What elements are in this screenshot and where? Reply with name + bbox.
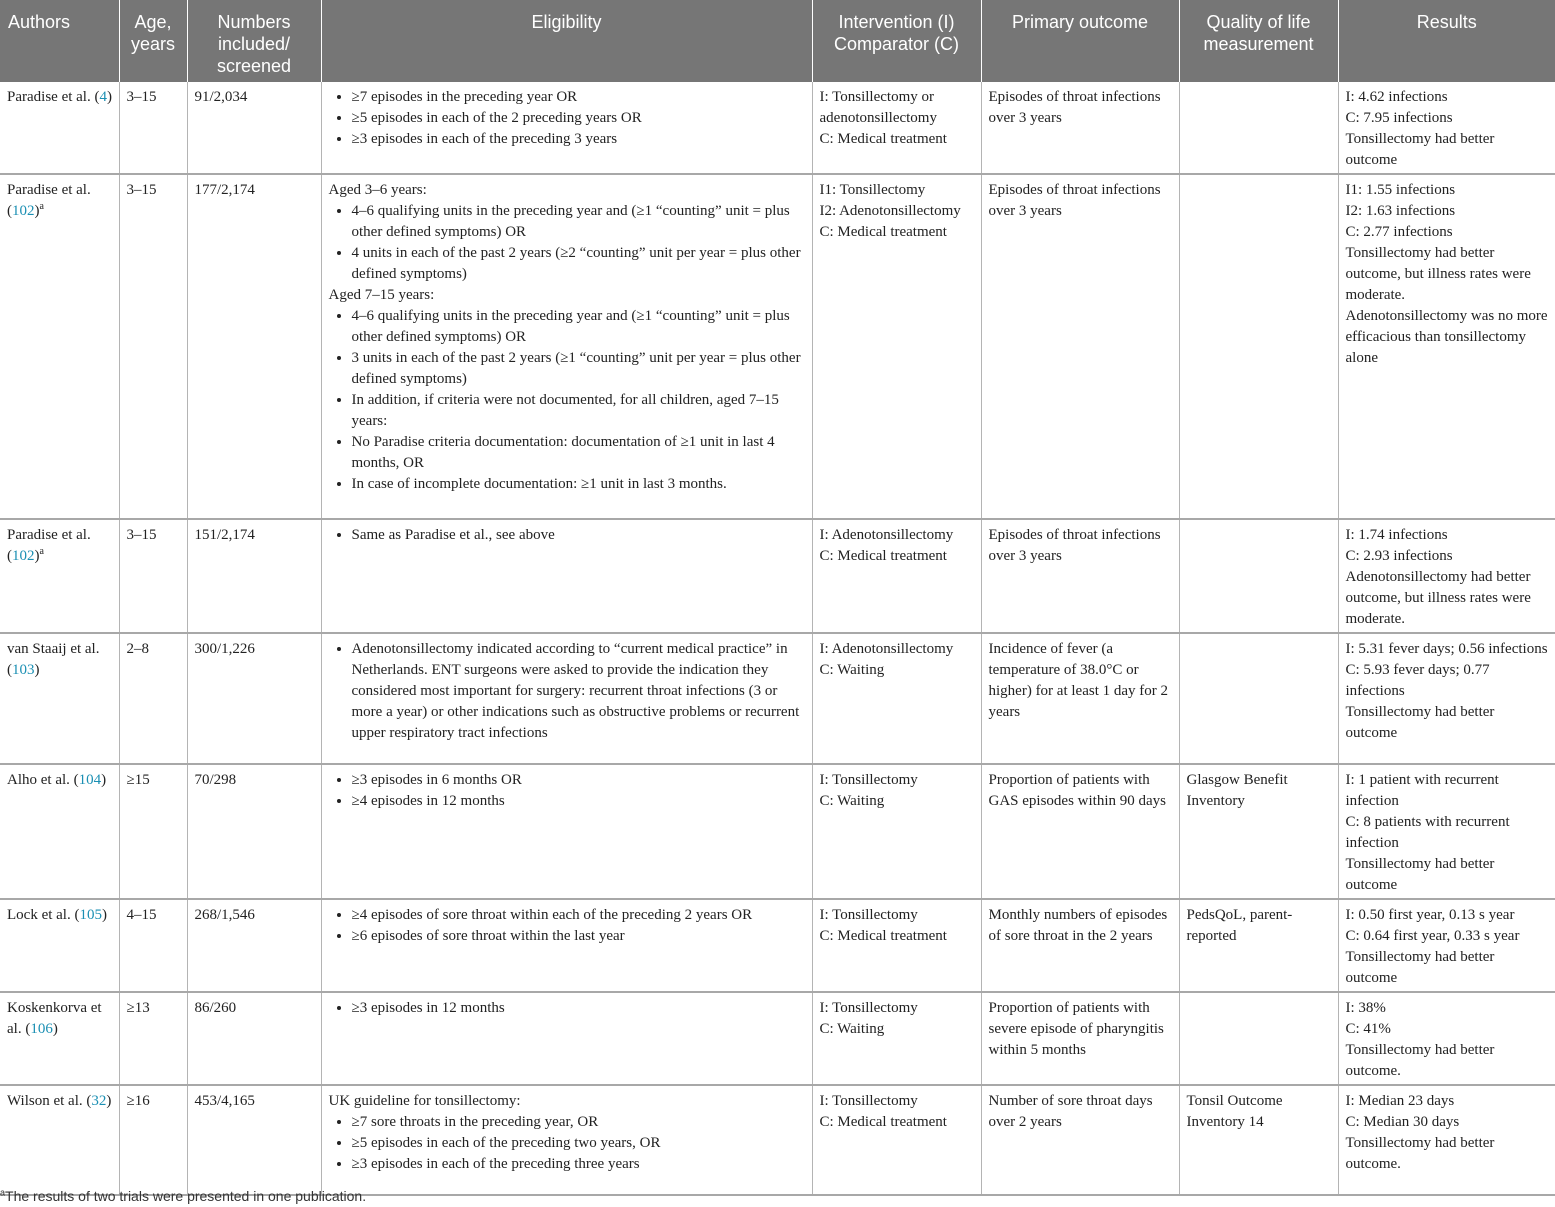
cell-eligibility [321, 174, 812, 519]
eligibility-list [329, 998, 806, 1019]
result-line: I: 1.74 infections [1345, 527, 1448, 543]
citation-link: 106 [30, 1021, 53, 1037]
intervention-line: C: Medical treatment [819, 928, 947, 944]
cell-primary-outcome: Episodes of throat infections over 3 years [981, 174, 1179, 519]
cell-authors: Wilson et al. (32) [0, 1085, 119, 1195]
result-line: I: 5.31 fever days; 0.56 infections [1345, 641, 1548, 657]
cell-intervention [812, 992, 981, 1085]
header-age: Age, years [119, 0, 187, 82]
result-line: C: 5.93 fever days; 0.77 infections [1345, 662, 1490, 699]
citation-link: 103 [12, 662, 35, 678]
cell-authors: Paradise et al. $(102)^a$ [0, 519, 119, 633]
result-line: Tonsillectomy had better outcome. [1345, 1042, 1495, 1079]
result-line: Tonsillectomy had better outcome [1345, 949, 1495, 986]
cell-quality-of-life [1179, 82, 1338, 174]
eligibility-heading: UK guideline for tonsillectomy: [328, 1093, 521, 1109]
author-name: Paradise et al. [7, 182, 91, 198]
intervention-line: I: Tonsillectomy [819, 1000, 918, 1016]
eligibility-criterion: • ≥3 episodes in 6 months OR [352, 770, 806, 791]
author-name: van Staaij et al. [7, 641, 100, 657]
intervention-line: I: Tonsillectomy [819, 772, 918, 788]
result-line: Tonsillectomy had better outcome [1345, 131, 1495, 168]
cell-eligibility [321, 764, 812, 899]
eligibility-criterion: • ≥4 episodes of sore throat within each of the preceding 2 years OR [352, 905, 806, 926]
table-row [0, 992, 1555, 1085]
citation-link: 105 [79, 907, 102, 923]
cell-numbers: 91/2,034 [187, 82, 321, 174]
result-line: I: Median 23 days [1345, 1093, 1455, 1109]
cell-eligibility [321, 1085, 812, 1195]
eligibility-criterion: • ≥5 episodes in each of the preceding two years, OR [352, 1133, 806, 1154]
cell-numbers: 177/2,174 [187, 174, 321, 519]
cell-eligibility [321, 633, 812, 764]
cell-intervention [812, 174, 981, 519]
cell-age: 3–15 [119, 82, 187, 174]
table-row [0, 174, 1555, 519]
intervention-line: C: Waiting [819, 1021, 885, 1037]
result-line: I: 4.62 infections [1345, 89, 1448, 105]
intervention-line: I1: Tonsillectomy [819, 182, 926, 198]
result-line: C: 0.64 first year, 0.33 s year [1345, 928, 1520, 944]
result-line: C: 41% [1345, 1021, 1391, 1037]
cell-age: ≥15 [119, 764, 187, 899]
header-authors: Authors [0, 0, 119, 82]
author-name: Wilson et al. [7, 1093, 83, 1109]
eligibility-criterion: • 4–6 qualifying units in the preceding year and (≥1 “counting” unit = plus other defined symptoms) OR [352, 201, 806, 243]
eligibility-criterion: • ≥3 episodes in each of the preceding three years [352, 1154, 806, 1175]
header-eligibility: Eligibility [321, 0, 812, 82]
cell-numbers: 70/298 [187, 764, 321, 899]
result-line: I: 38% [1345, 1000, 1386, 1016]
cell-quality-of-life: PedsQoL, parent-reported [1179, 899, 1338, 992]
cell-results [1338, 764, 1555, 899]
result-line: C: Median 30 days [1345, 1114, 1460, 1130]
result-line: Tonsillectomy had better outcome [1345, 856, 1495, 893]
cell-age: 3–15 [119, 519, 187, 633]
cell-quality-of-life [1179, 992, 1338, 1085]
intervention-line: C: Medical treatment [819, 131, 947, 147]
result-line: C: 8 patients with recurrent infection [1345, 814, 1510, 851]
cell-primary-outcome: Proportion of patients with severe episode of pharyngitis within 5 months [981, 992, 1179, 1085]
cell-quality-of-life [1179, 174, 1338, 519]
cell-results [1338, 1085, 1555, 1195]
table-row [0, 82, 1555, 174]
cell-numbers: 151/2,174 [187, 519, 321, 633]
eligibility-criterion: • ≥3 episodes in each of the preceding 3 years [352, 129, 806, 150]
cell-intervention [812, 1085, 981, 1195]
cell-primary-outcome: Proportion of patients with GAS episodes within 90 days [981, 764, 1179, 899]
result-line: Adenotonsillectomy was no more efficacious than tonsillectomy alone [1345, 308, 1548, 366]
cell-eligibility [321, 899, 812, 992]
header-results: Results [1338, 0, 1555, 82]
footnote-marker: a [39, 201, 44, 212]
eligibility-criterion: • In addition, if criteria were not documented, for all children, aged 7–15 years: [352, 390, 806, 432]
table-row [0, 633, 1555, 764]
result-line: Tonsillectomy had better outcome [1345, 704, 1495, 741]
table-row [0, 519, 1555, 633]
cell-intervention [812, 633, 981, 764]
citation-link: 104 [78, 772, 102, 788]
cell-eligibility [321, 82, 812, 174]
result-line: C: 2.93 infections [1345, 548, 1453, 564]
footnote-marker: a [39, 546, 44, 557]
citation-link: 102 [12, 203, 35, 219]
intervention-line: I: Tonsillectomy [819, 1093, 918, 1109]
cell-primary-outcome: Monthly numbers of episodes of sore throat in the 2 years [981, 899, 1179, 992]
author-name: Paradise et al. [7, 89, 91, 105]
cell-primary-outcome: Episodes of throat infections over 3 years [981, 82, 1179, 174]
citation-link: 4 [99, 89, 107, 105]
footnote [0, 1188, 366, 1204]
header-quality-of-life: Quality of life measurement [1179, 0, 1338, 82]
intervention-line: C: Medical treatment [819, 1114, 947, 1130]
intervention-line: I: Adenotonsillectomy [819, 641, 954, 657]
cell-quality-of-life [1179, 633, 1338, 764]
header-intervention: Intervention (I) Comparator (C) [812, 0, 981, 82]
eligibility-criterion: • ≥6 episodes of sore throat within the last year [352, 926, 806, 947]
author-name: Koskenkorva et al. [7, 1000, 102, 1037]
eligibility-criterion: • ≥3 episodes in 12 months [352, 998, 806, 1019]
eligibility-criterion: • 4–6 qualifying units in the preceding year and (≥1 “counting” unit = plus other defined symptoms) OR [352, 306, 806, 348]
eligibility-heading: Aged 3–6 years: [328, 182, 427, 198]
cell-quality-of-life: Tonsil Outcome Inventory 14 [1179, 1085, 1338, 1195]
result-line: C: 2.77 infections [1345, 224, 1453, 240]
author-name: Paradise et al. [7, 527, 91, 543]
cell-authors: Alho et al. (104) [0, 764, 119, 899]
table-row [0, 899, 1555, 992]
table-row [0, 1085, 1555, 1195]
result-line: Adenotonsillectomy had better outcome, but illness rates were moderate. [1345, 569, 1531, 627]
intervention-line: I: Tonsillectomy or adenotonsillectomy [819, 89, 937, 126]
footnote-text: The results of two trials were presented in one publication. [5, 1188, 367, 1204]
cell-authors: Koskenkorva et al. (106) [0, 992, 119, 1085]
eligibility-criterion: • 3 units in each of the past 2 years (≥1 “counting” unit per year = plus other defined symptoms) [352, 348, 806, 390]
header-primary-outcome: Primary outcome [981, 0, 1179, 82]
cell-results [1338, 992, 1555, 1085]
footnote-mark: a [0, 1187, 6, 1198]
cell-numbers: 268/1,546 [187, 899, 321, 992]
table-row [0, 764, 1555, 899]
cell-eligibility [321, 992, 812, 1085]
eligibility-criterion: • ≥7 episodes in the preceding year OR [352, 87, 806, 108]
eligibility-criterion: • In case of incomplete documentation: ≥1 unit in last 3 months. [352, 474, 806, 495]
result-line: I: 0.50 first year, 0.13 s year [1345, 907, 1515, 923]
cell-authors: van Staaij et al. (103) [0, 633, 119, 764]
cell-primary-outcome: Episodes of throat infections over 3 years [981, 519, 1179, 633]
eligibility-heading: Aged 7–15 years: [328, 287, 435, 303]
eligibility-criterion: • ≥7 sore throats in the preceding year, OR [352, 1112, 806, 1133]
result-line: C: 7.95 infections [1345, 110, 1453, 126]
eligibility-list [329, 306, 806, 495]
cell-primary-outcome: Incidence of fever (a temperature of 38.0°C or higher) for at least 1 day for 2 years [981, 633, 1179, 764]
intervention-line: I: Adenotonsillectomy [819, 527, 954, 543]
author-name: Lock et al. [7, 907, 71, 923]
intervention-line: C: Waiting [819, 662, 885, 678]
intervention-line: I2: Adenotonsillectomy [819, 203, 961, 219]
cell-primary-outcome: Number of sore throat days over 2 years [981, 1085, 1179, 1195]
citation-link: 102 [12, 548, 35, 564]
result-line: I1: 1.55 infections [1345, 182, 1456, 198]
result-line: Tonsillectomy had better outcome, but illness rates were moderate. [1345, 245, 1531, 303]
eligibility-criterion: • No Paradise criteria documentation: documentation of ≥1 unit in last 4 months, OR [352, 432, 806, 474]
intervention-line: I: Tonsillectomy [819, 907, 918, 923]
result-line: I2: 1.63 infections [1345, 203, 1456, 219]
eligibility-criterion: • 4 units in each of the past 2 years (≥2 “counting” unit per year = plus other defined symptoms) [352, 243, 806, 285]
result-line: I: 1 patient with recurrent infection [1345, 772, 1499, 809]
cell-age: 4–15 [119, 899, 187, 992]
cell-results [1338, 174, 1555, 519]
cell-age: ≥16 [119, 1085, 187, 1195]
cell-quality-of-life: Glasgow Benefit Inventory [1179, 764, 1338, 899]
eligibility-criterion: • ≥4 episodes in 12 months [352, 791, 806, 812]
header-row [0, 0, 1555, 82]
cell-age: 2–8 [119, 633, 187, 764]
cell-authors: Paradise et al. (4) [0, 82, 119, 174]
result-line: Tonsillectomy had better outcome. [1345, 1135, 1495, 1172]
cell-results [1338, 82, 1555, 174]
cell-age: 3–15 [119, 174, 187, 519]
eligibility-list [329, 525, 806, 546]
cell-numbers: 453/4,165 [187, 1085, 321, 1195]
cell-intervention [812, 899, 981, 992]
cell-intervention [812, 519, 981, 633]
eligibility-list [329, 87, 806, 150]
eligibility-criterion: • ≥5 episodes in each of the 2 preceding years OR [352, 108, 806, 129]
intervention-line: C: Waiting [819, 793, 885, 809]
cell-results [1338, 519, 1555, 633]
eligibility-list [329, 1112, 806, 1175]
eligibility-criterion: • Same as Paradise et al., see above [352, 525, 806, 546]
eligibility-criterion: • Adenotonsillectomy indicated according to “current medical practice” in Netherlands. ENT surgeons were asked to provide the indication they considered most important for surgery: recurrent throat infections (3 or more a year) or other indications such as obstructive problems or recurrent upper respiratory tract infections [352, 639, 806, 744]
cell-quality-of-life [1179, 519, 1338, 633]
cell-intervention [812, 764, 981, 899]
cell-authors: Lock et al. (105) [0, 899, 119, 992]
cell-results [1338, 633, 1555, 764]
cell-results [1338, 899, 1555, 992]
citation-link: 32 [91, 1093, 107, 1109]
eligibility-list [329, 905, 806, 947]
cell-age: ≥13 [119, 992, 187, 1085]
eligibility-list [329, 201, 806, 285]
eligibility-list [329, 770, 806, 812]
cell-numbers: 300/1,226 [187, 633, 321, 764]
cell-intervention [812, 82, 981, 174]
intervention-line: C: Medical treatment [819, 548, 947, 564]
cell-numbers: 86/260 [187, 992, 321, 1085]
intervention-line: C: Medical treatment [819, 224, 947, 240]
author-name: Alho et al. [7, 772, 70, 788]
header-numbers: Numbers included/ screened [187, 0, 321, 82]
cell-authors: Paradise et al. $(102)^a$ [0, 174, 119, 519]
cell-eligibility [321, 519, 812, 633]
eligibility-list [329, 639, 806, 744]
